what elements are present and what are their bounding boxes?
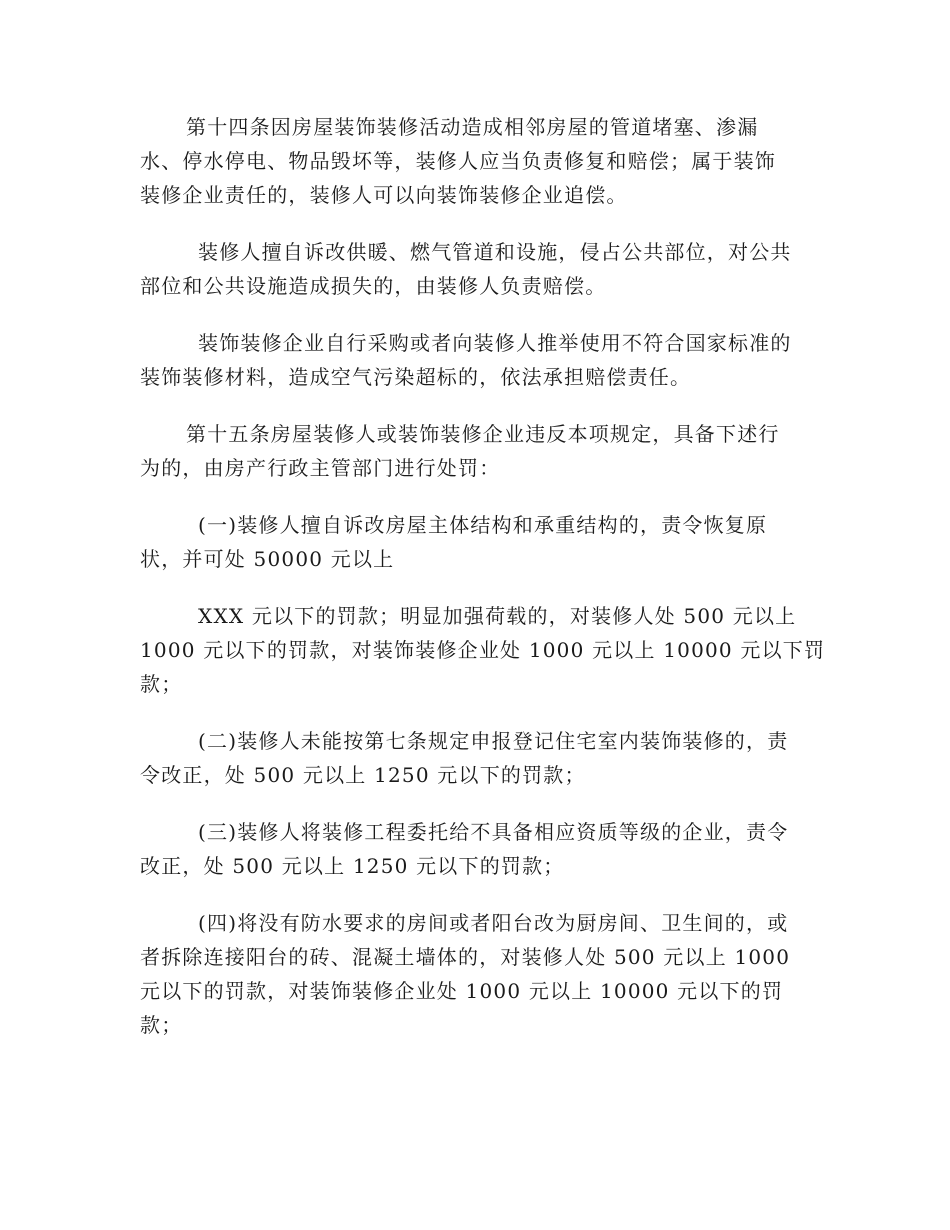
text-line: 款； xyxy=(140,672,183,696)
text-line: 状，并可处 50000 元以上 xyxy=(140,547,395,571)
paragraph-item-1 xyxy=(140,508,820,576)
text-line: 部位和公共设施造成损失的，由装修人负责赔偿。 xyxy=(140,274,607,298)
paragraph-item-4 xyxy=(140,906,820,1042)
text-line: 装饰装修材料，造成空气污染超标的，依法承担赔偿责任。 xyxy=(140,365,692,389)
text-line: 装饰装修企业自行采购或者向装修人推举使用不符合国家标准的 xyxy=(198,331,792,355)
text-line: 第十五条房屋装修人或装饰装修企业违反本项规定，具备下述行 xyxy=(186,422,780,446)
text-line: 装修人擅自诉改供暖、燃气管道和设施，侵占公共部位，对公共 xyxy=(198,240,792,264)
text-line: 为的，由房产行政主管部门进行处罚： xyxy=(140,456,501,480)
paragraph-article-14 xyxy=(140,110,820,212)
text-line: (三)装修人将装修工程委托给不具备相应资质等级的企业，责令 xyxy=(198,820,789,844)
document-body xyxy=(140,110,826,1042)
text-line: (二)装修人未能按第七条规定申报登记住宅室内装饰装修的，责 xyxy=(198,729,789,753)
paragraph-heating-gas xyxy=(140,235,820,303)
text-line: 元以下的罚款，对装饰装修企业处 1000 元以上 10000 元以下的罚 xyxy=(140,979,784,1003)
text-line: 装修企业责任的，装修人可以向装饰装修企业追偿。 xyxy=(140,183,628,207)
text-line: (一)装修人擅自诉改房屋主体结构和承重结构的，责令恢复原 xyxy=(198,513,768,537)
text-line: 水、停水停电、物品毁坏等，装修人应当负责修复和赔偿；属于装饰 xyxy=(140,149,776,173)
text-line: 款； xyxy=(140,1013,183,1037)
text-line: (四)将没有防水要求的房间或者阳台改为厨房间、卫生间的，或 xyxy=(198,911,789,935)
text-line: 1000 元以下的罚款，对装饰装修企业处 1000 元以上 10000 元以下罚 xyxy=(140,638,826,662)
text-line: 令改正，处 500 元以上 1250 元以下的罚款； xyxy=(140,763,586,787)
paragraph-article-15 xyxy=(140,417,820,485)
paragraph-item-2 xyxy=(140,724,820,792)
text-line: 第十四条因房屋装饰装修活动造成相邻房屋的管道堵塞、渗漏 xyxy=(186,115,759,139)
paragraph-materials xyxy=(140,326,820,394)
text-line: 改正，处 500 元以上 1250 元以下的罚款； xyxy=(140,854,565,878)
text-line: XXX 元以下的罚款；明显加强荷载的，对装修人处 500 元以上 xyxy=(198,604,797,628)
paragraph-item-3 xyxy=(140,815,820,883)
text-line: 者拆除连接阳台的砖、混凝土墙体的，对装修人处 500 元以上 1000 xyxy=(140,945,791,969)
paragraph-item-1-fines xyxy=(140,599,826,701)
